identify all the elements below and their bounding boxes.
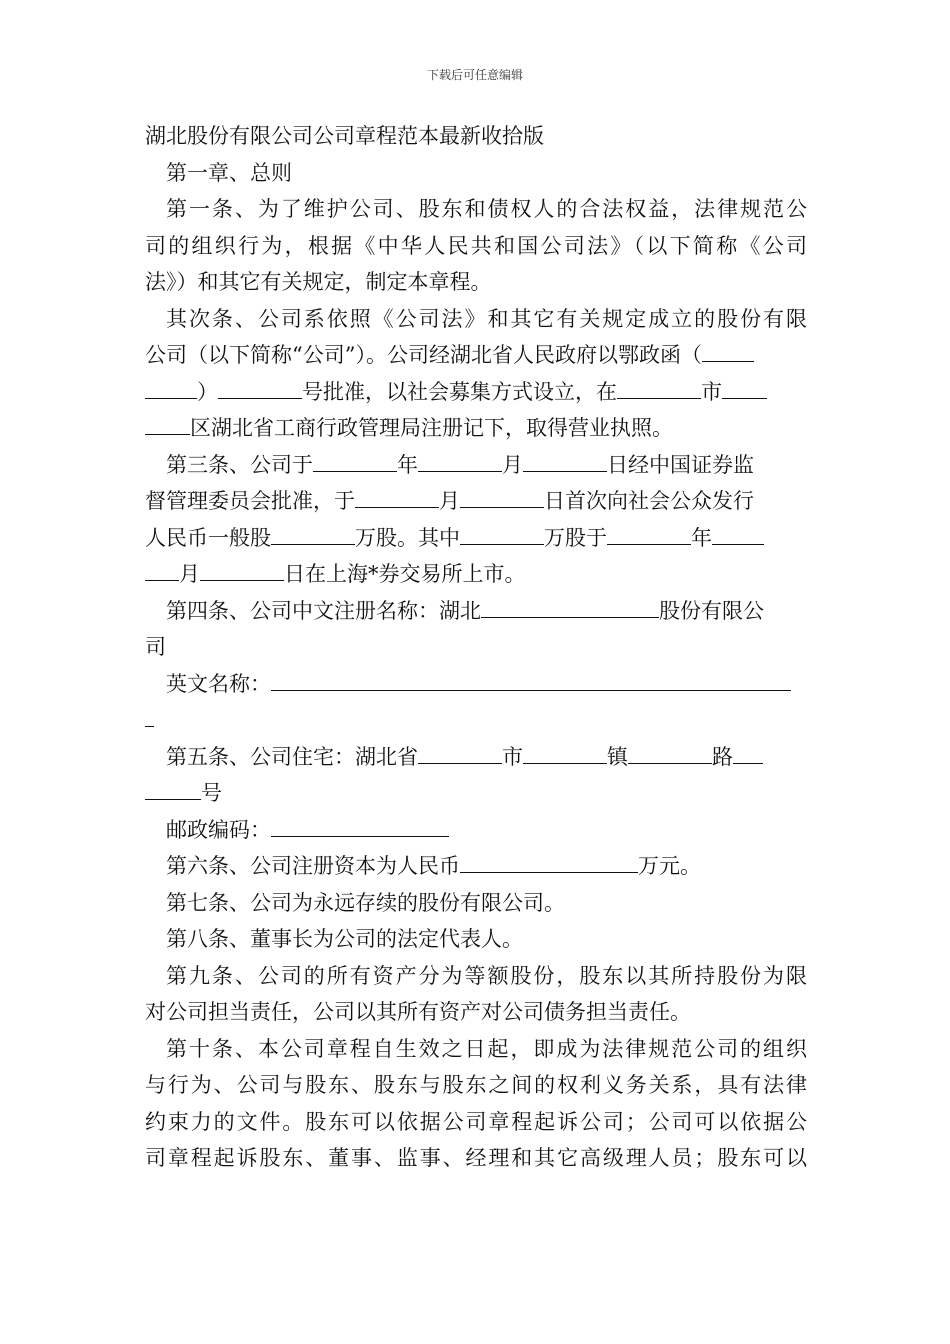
article-10-line-4: 司章程起诉股东、董事、监事、经理和其它高级理人员；股东可以 — [145, 1146, 807, 1170]
article-4-line-2: 司 — [145, 635, 166, 659]
article-9-line-2: 对公司担当责任，公司以其所有资产对公司债务担当责任。 — [145, 1000, 691, 1024]
blank-field — [355, 507, 439, 508]
blank-field — [617, 398, 701, 399]
article-10-line-1: 第十条、本公司章程自生效之日起，即成为法律规范公司的组织 — [166, 1036, 807, 1061]
chapter-heading: 第一章、总则 — [166, 160, 292, 185]
blank-field — [702, 361, 754, 362]
english-name-line-2 — [145, 702, 807, 739]
blank-field — [460, 507, 544, 508]
page-header: 下载后可任意编辑 — [426, 68, 523, 82]
article-10-line-2: 与行为、公司与股东、股东与股东之间的权利义务关系，具有法律 — [145, 1073, 807, 1097]
article-2-line-4: 区湖北省工商行政管理局注册记下，取得营业执照。 — [145, 410, 807, 447]
blank-field — [628, 763, 712, 764]
article-1-line-3: 法》）和其它有关规定，制定本章程。 — [145, 270, 492, 294]
postal-code-line: 邮政编码： — [145, 812, 807, 849]
blank-field — [460, 872, 638, 873]
document-title: 湖北股份有限公司公司章程范本最新收拾版 — [145, 124, 544, 148]
blank-field — [418, 471, 502, 472]
blank-field — [145, 726, 154, 727]
article-4-line-1: 第四条、公司中文注册名称：湖北 股份有限公 — [166, 598, 764, 623]
article-2-line-1: 其次条、公司系依照《公司法》和其它有关规定成立的股份有限 — [166, 306, 807, 331]
blank-field — [271, 836, 449, 837]
blank-field — [145, 398, 197, 399]
english-name-line: 英文名称： — [145, 666, 807, 703]
blank-field — [460, 544, 544, 545]
blank-field — [145, 580, 179, 581]
article-3-line-3: 人民币一般股 万股。其中 万股于 年 — [145, 520, 807, 557]
blank-field — [418, 763, 502, 764]
article-1-line-1: 第一条、为了维护公司、股东和债权人的合法权益，法律规范公 — [166, 197, 807, 221]
blank-field — [313, 471, 397, 472]
blank-field — [145, 799, 201, 800]
article-7: 第七条、公司为永远存续的股份有限公司。 — [166, 890, 565, 915]
blank-field — [271, 544, 355, 545]
article-3-line-2: 督管理委员会批准，于 月 日首次向社会公众发行 — [145, 489, 754, 513]
document-body — [145, 118, 807, 1177]
blank-field — [607, 544, 691, 545]
blank-field — [218, 398, 302, 399]
article-9-line-1: 第九条、公司的所有资产分为等额股份，股东以其所持股份为限 — [166, 963, 807, 988]
article-5-line-1: 第五条、公司住宅：湖北省 市 镇 路 — [145, 739, 807, 776]
article-5-line-2: 号 — [145, 775, 807, 812]
article-6: 第六条、公司注册资本为人民币 万元。 — [166, 854, 701, 878]
blank-field — [733, 763, 763, 764]
article-10-line-3: 约束力的文件。股东可以依据公司章程起诉公司；公司可以依据公 — [145, 1109, 807, 1134]
blank-field — [481, 617, 659, 618]
blank-field — [722, 398, 767, 399]
article-8: 第八条、董事长为公司的法定代表人。 — [166, 927, 523, 951]
article-2-line-2: 公司（以下简称“公司”）。公司经湖北省人民政府以鄂政函（ — [145, 337, 807, 374]
blank-field — [523, 763, 607, 764]
article-3-line-1: 第三条、公司于 年 月 日经中国证券监 — [166, 452, 754, 477]
article-1-line-2: 司的组织行为，根据《中华人民共和国公司法》（以下简称《公司 — [145, 233, 807, 258]
blank-field — [145, 434, 190, 435]
blank-field — [712, 544, 764, 545]
article-2-line-3: ） 号批准，以社会募集方式设立，在 市 — [145, 374, 807, 411]
blank-field — [200, 580, 284, 581]
article-3-line-4: 月 日在上海*券交易所上市。 — [145, 556, 807, 593]
blank-field — [523, 471, 607, 472]
blank-field — [271, 690, 791, 691]
